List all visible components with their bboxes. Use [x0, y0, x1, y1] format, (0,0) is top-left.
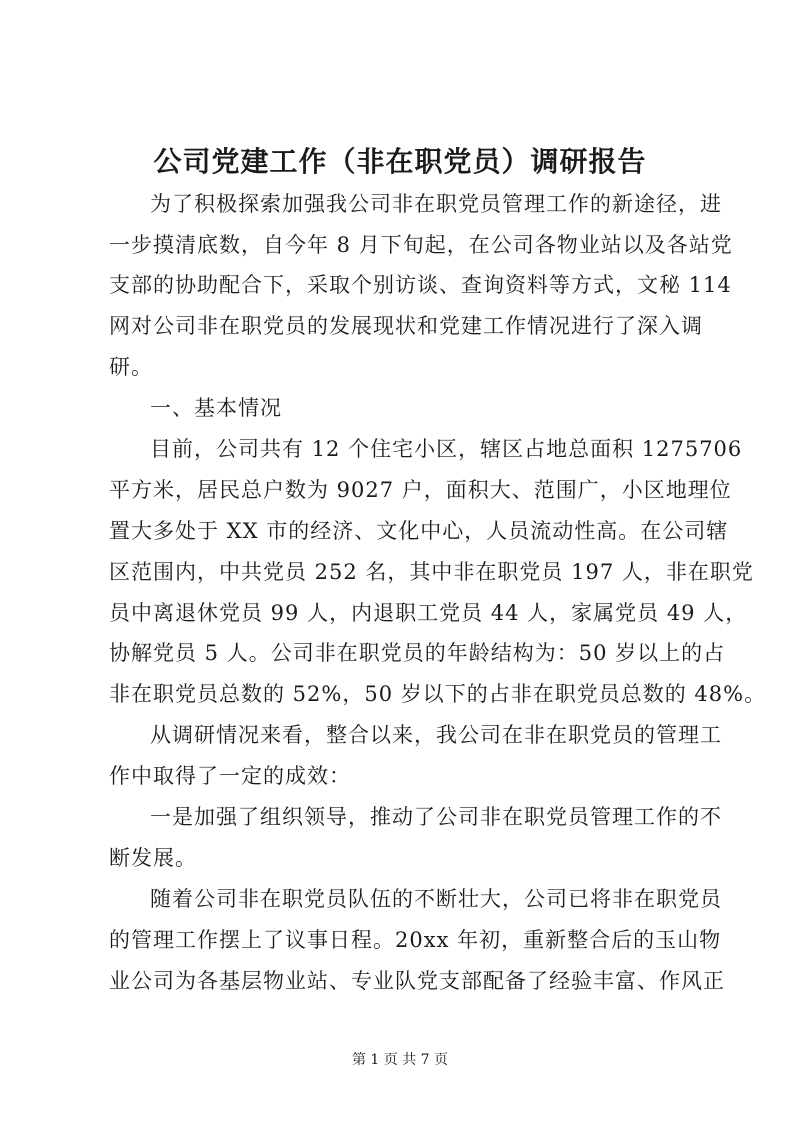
paragraph-line: 网对公司非在职党员的发展现状和党建工作情况进行了深入调	[109, 314, 703, 338]
paragraph-line: 为了积极探索加强我公司非在职党员管理工作的新途径，进	[150, 192, 722, 216]
paragraph-line: 区范围内，中共党员 252 名，其中非在职党员 197 人，非在职党	[109, 560, 754, 584]
paragraph-line: 研。	[109, 355, 153, 379]
paragraph-line: 员中离退休党员 99 人，内退职工党员 44 人，家属党员 49 人，	[109, 601, 748, 625]
paragraph-line: 随着公司非在职党员队伍的不断壮大，公司已将非在职党员	[150, 887, 722, 911]
paragraph-line: 从调研情况来看，整合以来，我公司在非在职党员的管理工	[150, 723, 722, 747]
paragraph-line: 平方米，居民总户数为 9027 户，面积大、范围广，小区地理位	[109, 478, 732, 502]
paragraph-line: 一是加强了组织领导，推动了公司非在职党员管理工作的不	[150, 805, 722, 829]
paragraph-line: 一步摸清底数，自今年 8 月下旬起，在公司各物业站以及各站党	[109, 233, 733, 257]
paragraph-line: 协解党员 5 人。公司非在职党员的年龄结构为：50 岁以上的占	[109, 641, 726, 665]
paragraph-line: 置大多处于 XX 市的经济、文化中心，人员流动性高。在公司辖	[109, 519, 729, 543]
page-number: 第 1 页 共 7 页	[351, 1052, 449, 1068]
paragraph-line: 支部的协助配合下，采取个别访谈、查询资料等方式，文秘 114	[109, 273, 732, 297]
paragraph-line: 业公司为各基层物业站、专业队党支部配备了经验丰富、作风正	[109, 969, 725, 993]
document-title: 公司党建工作（非在职党员）调研报告	[153, 145, 647, 178]
paragraph-line: 断发展。	[109, 846, 197, 870]
paragraph-line: 的管理工作摆上了议事日程。20xx 年初，重新整合后的玉山物	[109, 928, 722, 952]
section-heading: 一、基本情况	[150, 396, 282, 420]
paragraph-line: 目前，公司共有 12 个住宅小区，辖区占地总面积 1275706	[150, 437, 743, 461]
paragraph-line: 作中取得了一定的成效：	[109, 764, 351, 788]
paragraph-line: 非在职党员总数的 52%，50 岁以下的占非在职党员总数的 48%。	[109, 682, 767, 706]
